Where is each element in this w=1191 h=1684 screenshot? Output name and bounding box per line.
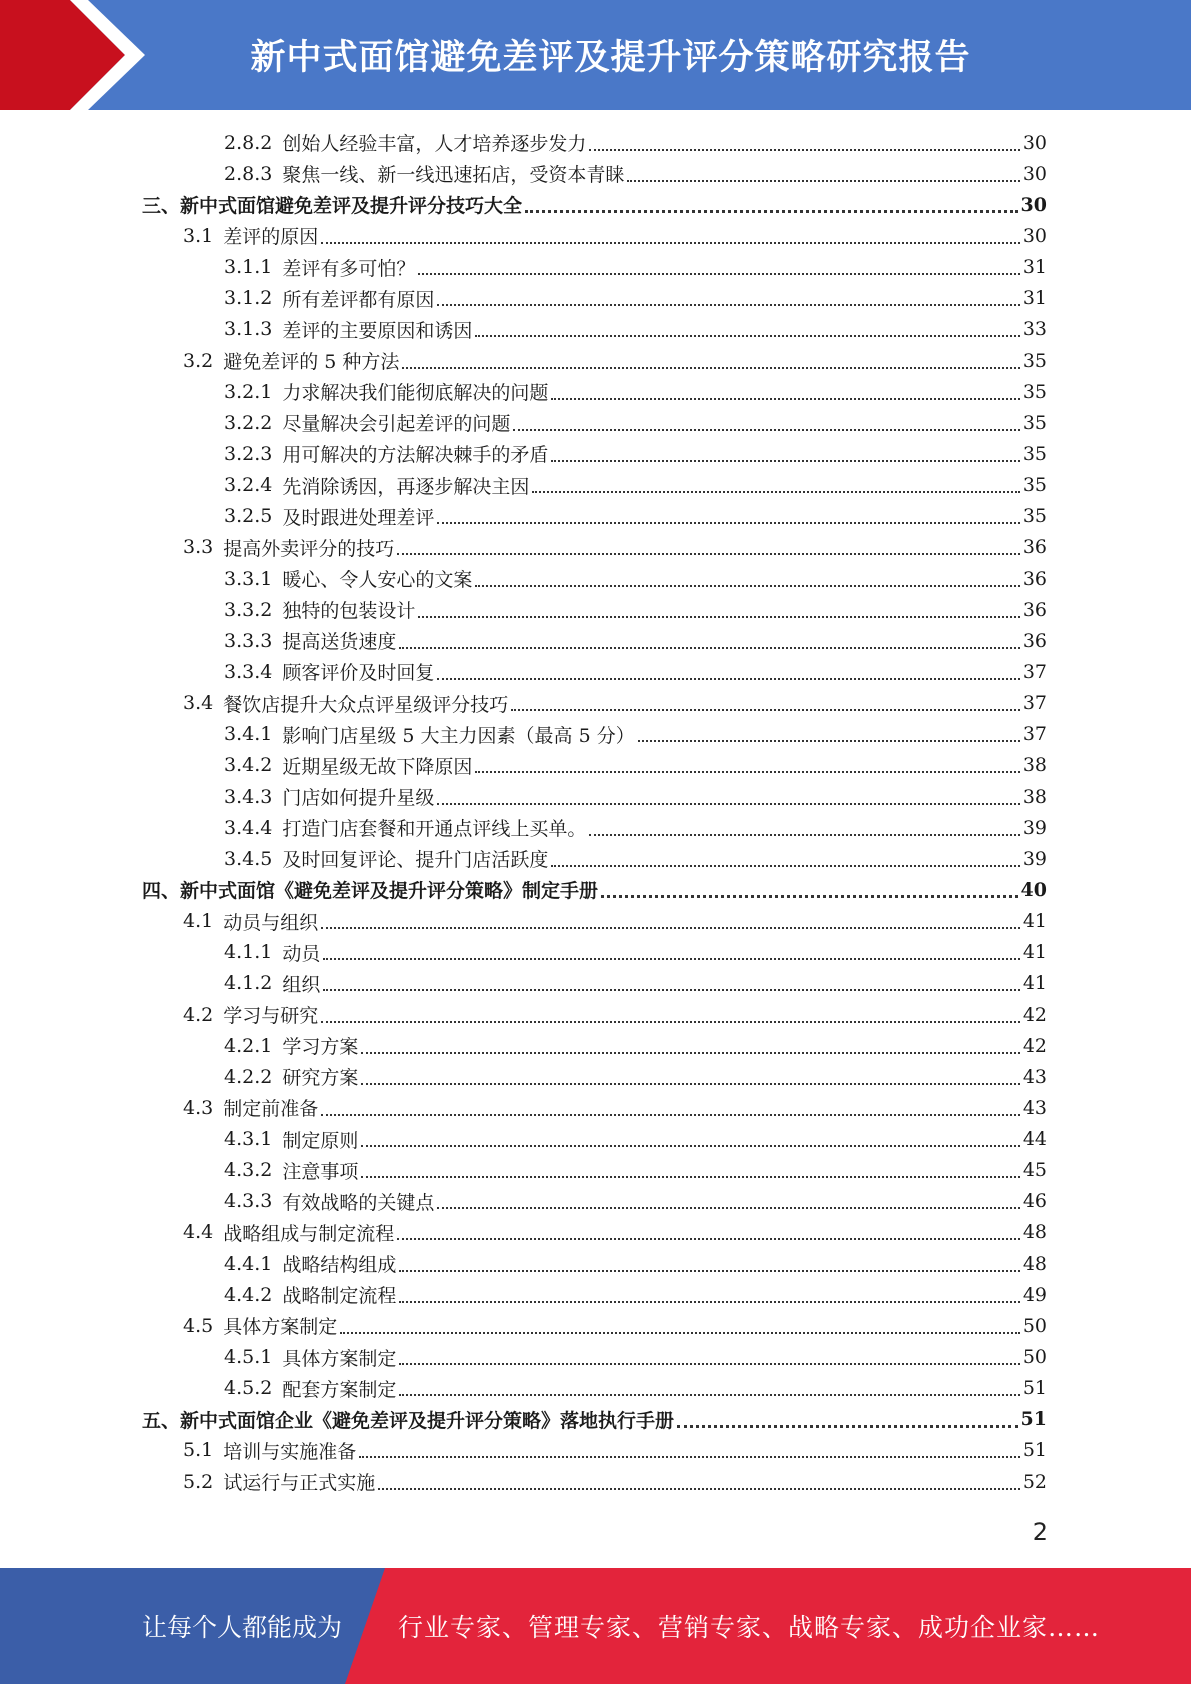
toc-entry[interactable] — [0, 501, 1191, 532]
toc-entry-number: 3.2.3 — [224, 442, 273, 465]
toc-entry-page: 37 — [1022, 692, 1047, 715]
toc-entry[interactable] — [0, 843, 1191, 874]
toc-entry-number: 4.1 — [183, 910, 214, 933]
toc-entry-title: 动员与组织 — [223, 911, 319, 934]
toc-entry-title: 三、新中式面馆避免差评及提升评分技巧大全 — [142, 195, 523, 218]
toc-entry-number: 4.1.1 — [224, 941, 273, 964]
toc-entry[interactable] — [0, 1155, 1191, 1186]
toc-entry[interactable] — [0, 1279, 1191, 1310]
toc-entry-page: 43 — [1022, 1065, 1047, 1088]
dot-leader — [323, 958, 1019, 960]
dot-leader — [418, 616, 1019, 618]
toc-entry[interactable] — [0, 719, 1191, 750]
toc-entry[interactable] — [0, 345, 1191, 376]
toc-entry[interactable] — [0, 625, 1191, 656]
dot-leader — [321, 242, 1020, 244]
dot-leader — [475, 771, 1019, 773]
toc-entry[interactable] — [0, 1435, 1191, 1466]
toc-entry-title: 餐饮店提升大众点评星级评分技巧 — [223, 693, 509, 716]
footer-slogan-right: 行业专家、管理专家、营销专家、战略专家、成功企业家…… — [398, 1613, 1101, 1642]
toc-entry[interactable] — [0, 750, 1191, 781]
toc-entry[interactable] — [0, 688, 1191, 719]
toc-entry-title: 配套方案制定 — [282, 1378, 397, 1401]
toc-entry-number: 4.5.1 — [224, 1346, 273, 1369]
toc-entry-page: 37 — [1022, 660, 1047, 683]
toc-entry-title: 用可解决的方法解决棘手的矛盾 — [282, 444, 549, 467]
toc-entry-title: 学习与研究 — [223, 1005, 319, 1027]
toc-entry[interactable] — [0, 563, 1191, 594]
toc-entry-title: 具体方案制定 — [223, 1316, 338, 1339]
dot-leader — [418, 273, 1019, 275]
toc-entry-title: 战略结构组成 — [282, 1254, 397, 1277]
toc-entry-number: 3.4.1 — [224, 723, 273, 746]
toc-entry-title: 差评有多可怕？ — [282, 257, 416, 280]
toc-entry-number: 4.3.3 — [224, 1190, 273, 1213]
dot-leader — [321, 1114, 1020, 1116]
toc-entry-number: 4.3.2 — [224, 1159, 273, 1182]
toc-entry-title: 创始人经验丰富，人才培养逐步发力 — [282, 133, 587, 156]
toc-entry[interactable] — [0, 1373, 1191, 1404]
toc-entry-page: 44 — [1022, 1128, 1047, 1151]
toc-entry-page: 35 — [1022, 380, 1047, 403]
toc-entry-title: 独特的包装设计 — [282, 600, 416, 623]
toc-entry-page: 30 — [1022, 224, 1047, 247]
toc-entry-title: 差评的主要原因和诱因 — [282, 319, 473, 342]
toc-entry-title: 及时跟进处理差评 — [282, 506, 435, 529]
toc-entry-number: 3.2.1 — [224, 380, 273, 403]
toc-entry-page: 39 — [1022, 816, 1047, 839]
toc-entry[interactable] — [0, 594, 1191, 625]
toc-entry-page: 50 — [1022, 1314, 1047, 1337]
toc-entry-title: 制定前准备 — [223, 1098, 319, 1121]
toc-entry-title: 组织 — [282, 973, 321, 996]
toc-entry-title: 差评的原因 — [223, 226, 319, 249]
dot-leader — [627, 180, 1019, 182]
toc-entry-title: 研究方案 — [282, 1067, 359, 1090]
toc-entry[interactable] — [0, 220, 1191, 251]
dot-leader — [361, 1052, 1019, 1054]
toc-entry[interactable] — [0, 1061, 1191, 1092]
toc-entry-page: 42 — [1022, 1034, 1047, 1057]
toc-entry-number: 3.3 — [183, 536, 214, 559]
dot-leader — [475, 335, 1019, 337]
toc-entry[interactable] — [0, 438, 1191, 469]
toc-entry-title: 试运行与正式实施 — [223, 1472, 376, 1495]
toc-entry-title: 打造门店套餐和开通点评线上买单。 — [282, 818, 587, 841]
toc-entry-page: 37 — [1022, 723, 1047, 746]
toc-entry-title: 学习方案 — [282, 1036, 359, 1059]
toc-entry-title: 尽量解决会引起差评的问题 — [282, 413, 511, 436]
toc-entry-title: 四、新中式面馆《避免差评及提升评分策略》制定手册 — [142, 880, 599, 903]
toc-entry[interactable] — [0, 158, 1191, 189]
dot-leader — [397, 553, 1020, 555]
toc-entry-number: 3.1 — [183, 224, 214, 247]
toc-entry-title: 有效战略的关键点 — [282, 1191, 435, 1214]
toc-entry-number: 4.5 — [183, 1314, 214, 1337]
toc-entry[interactable] — [0, 1341, 1191, 1372]
toc-entry[interactable] — [0, 283, 1191, 314]
toc-entry[interactable] — [0, 781, 1191, 812]
toc-entry-page: 33 — [1022, 318, 1047, 341]
toc-entry-page: 30 — [1022, 131, 1047, 154]
toc-entry-title: 避免差评的 5 种方法 — [223, 351, 400, 374]
toc-entry-page: 41 — [1022, 941, 1047, 964]
toc-entry-number: 3.4 — [183, 692, 214, 715]
toc-entry-title: 提高外卖评分的技巧 — [223, 537, 395, 560]
toc-entry-number: 4.4.2 — [224, 1283, 273, 1306]
toc-entry-title: 力求解决我们能彻底解决的问题 — [282, 382, 549, 405]
toc-entry-page: 31 — [1022, 256, 1047, 279]
dot-leader — [525, 210, 1018, 213]
toc-entry-number: 3.2.4 — [224, 474, 273, 497]
page-number: 2 — [1032, 1518, 1048, 1546]
toc-entry-number: 3.3.4 — [224, 660, 273, 683]
toc-entry-page: 35 — [1022, 505, 1047, 528]
toc-entry-number: 4.2.2 — [224, 1065, 273, 1088]
dot-leader — [397, 1238, 1020, 1240]
dot-leader — [402, 367, 1019, 369]
toc-entry[interactable] — [0, 314, 1191, 345]
toc-entry-page: 35 — [1022, 474, 1047, 497]
toc-entry-page: 30 — [1020, 193, 1047, 216]
toc-entry[interactable] — [0, 1466, 1191, 1497]
toc-entry-number: 3.1.2 — [224, 287, 273, 310]
dot-leader — [399, 1270, 1019, 1272]
page-footer — [0, 1568, 1191, 1684]
table-of-contents — [0, 127, 1191, 1497]
toc-entry-page: 52 — [1022, 1470, 1047, 1493]
toc-entry-number: 4.4.1 — [224, 1252, 273, 1275]
toc-entry[interactable] — [0, 127, 1191, 158]
toc-entry-number: 3.3.3 — [224, 629, 273, 652]
toc-entry-number: 3.1.1 — [224, 256, 273, 279]
dot-leader — [601, 895, 1018, 898]
dot-leader — [340, 1332, 1020, 1334]
toc-entry-number: 3.3.1 — [224, 567, 273, 590]
toc-entry-number: 3.4.5 — [224, 847, 273, 870]
dot-leader — [361, 1145, 1019, 1147]
toc-entry-title: 门店如何提升星级 — [282, 787, 435, 810]
toc-entry-title: 先消除诱因，再逐步解决主因 — [282, 475, 530, 498]
toc-entry-page: 38 — [1022, 785, 1047, 808]
toc-entry-page: 35 — [1022, 411, 1047, 434]
toc-entry-title: 所有差评都有原因 — [282, 288, 435, 311]
toc-entry-page: 51 — [1020, 1408, 1047, 1431]
dot-leader — [513, 429, 1019, 431]
toc-entry-page: 43 — [1022, 1096, 1047, 1119]
toc-entry-page: 38 — [1022, 754, 1047, 777]
toc-entry[interactable] — [0, 470, 1191, 501]
toc-entry[interactable] — [0, 252, 1191, 283]
toc-entry-page: 48 — [1022, 1221, 1047, 1244]
toc-entry-title: 制定原则 — [282, 1129, 359, 1152]
dot-leader — [677, 1425, 1018, 1428]
toc-entry-number: 4.2 — [183, 1003, 214, 1026]
toc-entry-title: 影响门店星级 5 大主力因素（最高 5 分） — [282, 724, 635, 747]
dot-leader — [511, 709, 1020, 711]
toc-entry-page: 35 — [1022, 442, 1047, 465]
toc-entry-page: 51 — [1022, 1377, 1047, 1400]
dot-leader — [437, 522, 1019, 524]
dot-leader — [437, 678, 1019, 680]
dot-leader — [399, 1394, 1019, 1396]
toc-entry-number: 4.4 — [183, 1221, 214, 1244]
toc-entry[interactable] — [0, 1248, 1191, 1279]
toc-entry-number: 4.1.2 — [224, 972, 273, 995]
toc-entry-page: 31 — [1022, 287, 1047, 310]
toc-entry[interactable] — [0, 1124, 1191, 1155]
toc-entry[interactable] — [0, 407, 1191, 438]
toc-entry-page: 46 — [1022, 1190, 1047, 1213]
dot-leader — [361, 1176, 1019, 1178]
toc-entry[interactable] — [0, 189, 1191, 220]
page-header — [0, 0, 1191, 110]
dot-leader — [437, 304, 1019, 306]
toc-entry-number: 4.2.1 — [224, 1034, 273, 1057]
dot-leader — [589, 149, 1019, 151]
toc-entry-title: 具体方案制定 — [282, 1347, 397, 1370]
dot-leader — [399, 1363, 1019, 1365]
toc-entry-number: 4.3.1 — [224, 1128, 273, 1151]
toc-entry-page: 36 — [1022, 598, 1047, 621]
toc-entry[interactable] — [0, 968, 1191, 999]
toc-entry-number: 4.3 — [183, 1096, 214, 1119]
toc-entry[interactable] — [0, 1186, 1191, 1217]
toc-entry[interactable] — [0, 812, 1191, 843]
toc-entry[interactable] — [0, 874, 1191, 905]
toc-entry-number: 5.2 — [183, 1470, 214, 1493]
toc-entry[interactable] — [0, 532, 1191, 563]
toc-entry-page: 48 — [1022, 1252, 1047, 1275]
toc-entry-title: 培训与实施准备 — [223, 1440, 357, 1463]
toc-entry[interactable] — [0, 1217, 1191, 1248]
toc-entry[interactable] — [0, 656, 1191, 687]
toc-entry-page: 49 — [1022, 1283, 1047, 1306]
toc-entry-page: 50 — [1022, 1346, 1047, 1369]
toc-entry-title: 近期星级无故下降原因 — [282, 755, 473, 778]
toc-entry-page: 40 — [1020, 878, 1047, 901]
toc-entry-number: 2.8.2 — [224, 131, 273, 154]
report-title: 新中式面馆避免差评及提升评分策略研究报告 — [250, 38, 971, 78]
dot-leader — [323, 989, 1019, 991]
dot-leader — [321, 1021, 1020, 1023]
toc-entry-number: 3.2.2 — [224, 411, 273, 434]
toc-entry-number: 3.4.2 — [224, 754, 273, 777]
toc-entry-page: 41 — [1022, 910, 1047, 933]
toc-entry-title: 注意事项 — [282, 1160, 359, 1183]
toc-entry-number: 3.2.5 — [224, 505, 273, 528]
footer-slogan-left: 让每个人都能成为 — [142, 1613, 343, 1642]
toc-entry-page: 39 — [1022, 847, 1047, 870]
toc-entry[interactable] — [0, 937, 1191, 968]
dot-leader — [551, 865, 1019, 867]
toc-entry-title: 暖心、令人安心的文案 — [282, 569, 473, 592]
toc-entry-title: 五、新中式面馆企业《避免差评及提升评分策略》落地执行手册 — [142, 1409, 675, 1432]
toc-entry[interactable] — [0, 1310, 1191, 1341]
dot-leader — [399, 647, 1019, 649]
toc-entry-page: 45 — [1022, 1159, 1047, 1182]
dot-leader — [321, 927, 1020, 929]
toc-entry[interactable] — [0, 1404, 1191, 1435]
toc-entry-number: 2.8.3 — [224, 162, 273, 185]
toc-entry-number: 5.1 — [183, 1439, 214, 1462]
toc-entry-page: 42 — [1022, 1003, 1047, 1026]
dot-leader — [437, 1207, 1019, 1209]
toc-entry-number: 3.2 — [183, 349, 214, 372]
toc-entry-number: 3.3.2 — [224, 598, 273, 621]
toc-entry-title: 顾客评价及时回复 — [282, 662, 435, 685]
toc-entry-number: 4.5.2 — [224, 1377, 273, 1400]
toc-entry-page: 35 — [1022, 349, 1047, 372]
toc-entry[interactable] — [0, 1030, 1191, 1061]
dot-leader — [378, 1488, 1020, 1490]
toc-entry-page: 30 — [1022, 162, 1047, 185]
dot-leader — [589, 834, 1019, 836]
toc-entry-page: 36 — [1022, 629, 1047, 652]
toc-entry-title: 战略组成与制定流程 — [223, 1222, 395, 1245]
toc-entry-title: 聚焦一线、新一线迅速拓店，受资本青睐 — [282, 164, 625, 187]
dot-leader — [532, 491, 1019, 493]
toc-entry-number: 3.4.3 — [224, 785, 273, 808]
toc-entry-title: 提高送货速度 — [282, 631, 397, 654]
toc-entry-page: 51 — [1022, 1439, 1047, 1462]
dot-leader — [551, 398, 1019, 400]
toc-entry-number: 3.4.4 — [224, 816, 273, 839]
toc-entry[interactable] — [0, 999, 1191, 1030]
toc-entry[interactable] — [0, 376, 1191, 407]
dot-leader — [359, 1456, 1020, 1458]
dot-leader — [638, 740, 1020, 742]
toc-entry-page: 41 — [1022, 972, 1047, 995]
toc-entry-title: 动员 — [282, 942, 321, 965]
dot-leader — [361, 1083, 1019, 1085]
toc-entry-title: 战略制定流程 — [282, 1285, 397, 1308]
toc-entry-page: 36 — [1022, 536, 1047, 559]
toc-entry-title: 及时回复评论、提升门店活跃度 — [282, 849, 549, 872]
dot-leader — [437, 803, 1019, 805]
dot-leader — [475, 585, 1019, 587]
toc-entry[interactable] — [0, 1092, 1191, 1123]
dot-leader — [551, 460, 1019, 462]
toc-entry-page: 36 — [1022, 567, 1047, 590]
toc-entry[interactable] — [0, 906, 1191, 937]
toc-entry-number: 3.1.3 — [224, 318, 273, 341]
dot-leader — [399, 1301, 1019, 1303]
